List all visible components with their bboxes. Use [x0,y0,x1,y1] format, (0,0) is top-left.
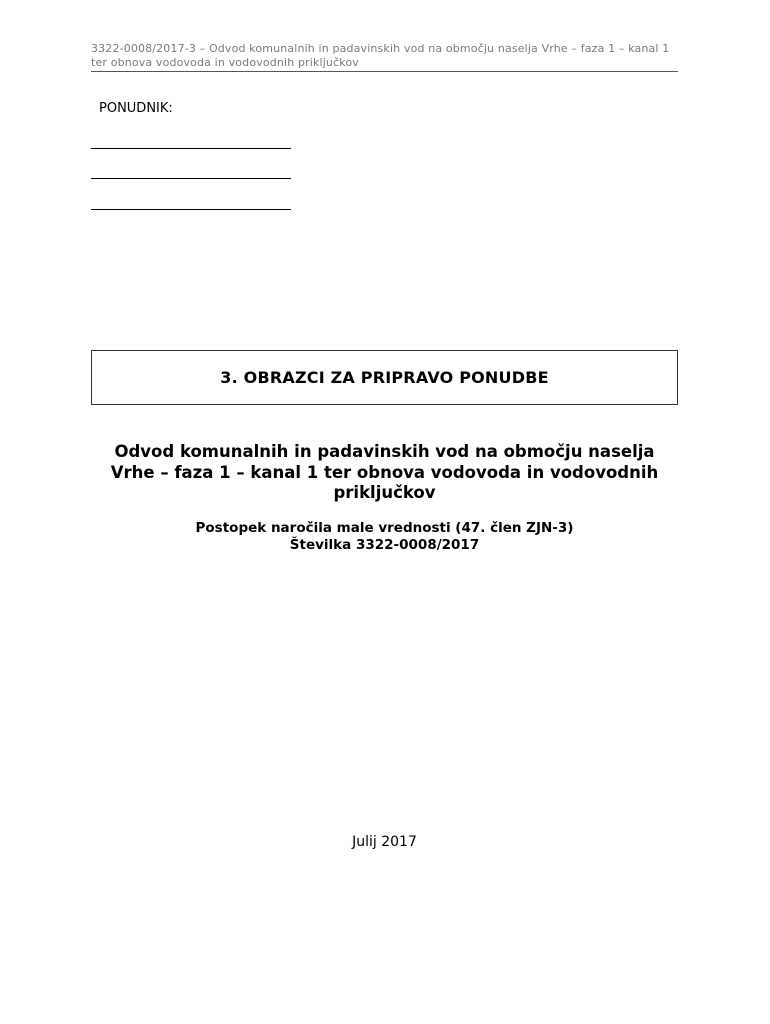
bidder-label: PONUDNIK: [99,101,173,116]
bidder-blank-line-2 [91,178,291,179]
section-title-box [91,350,678,405]
bidder-blank-line-1 [91,148,291,149]
section-title: 3. OBRAZCI ZA PRIPRAVO PONUDBE [220,368,549,387]
bidder-blank-line-3 [91,209,291,210]
procedure-info [91,520,678,554]
procedure-type: Postopek naročila male vrednosti (47. člen ZJN-3) [195,520,574,536]
document-date: Julij 2017 [352,834,417,850]
procedure-number: Številka 3322-0008/2017 [289,537,480,553]
project-title: Odvod komunalnih in padavinskih vod na območju naselja Vrhe – faza 1 – kanal 1 ter obnova vodovoda in vodovodnih priključkov [110,442,659,502]
running-header: 3322-0008/2017-3 – Odvod komunalnih in padavinskih vod na območju naselja Vrhe – faza 1 – kanal 1 ter obnova vodovoda in vodovodnih priključkov [91,42,678,72]
